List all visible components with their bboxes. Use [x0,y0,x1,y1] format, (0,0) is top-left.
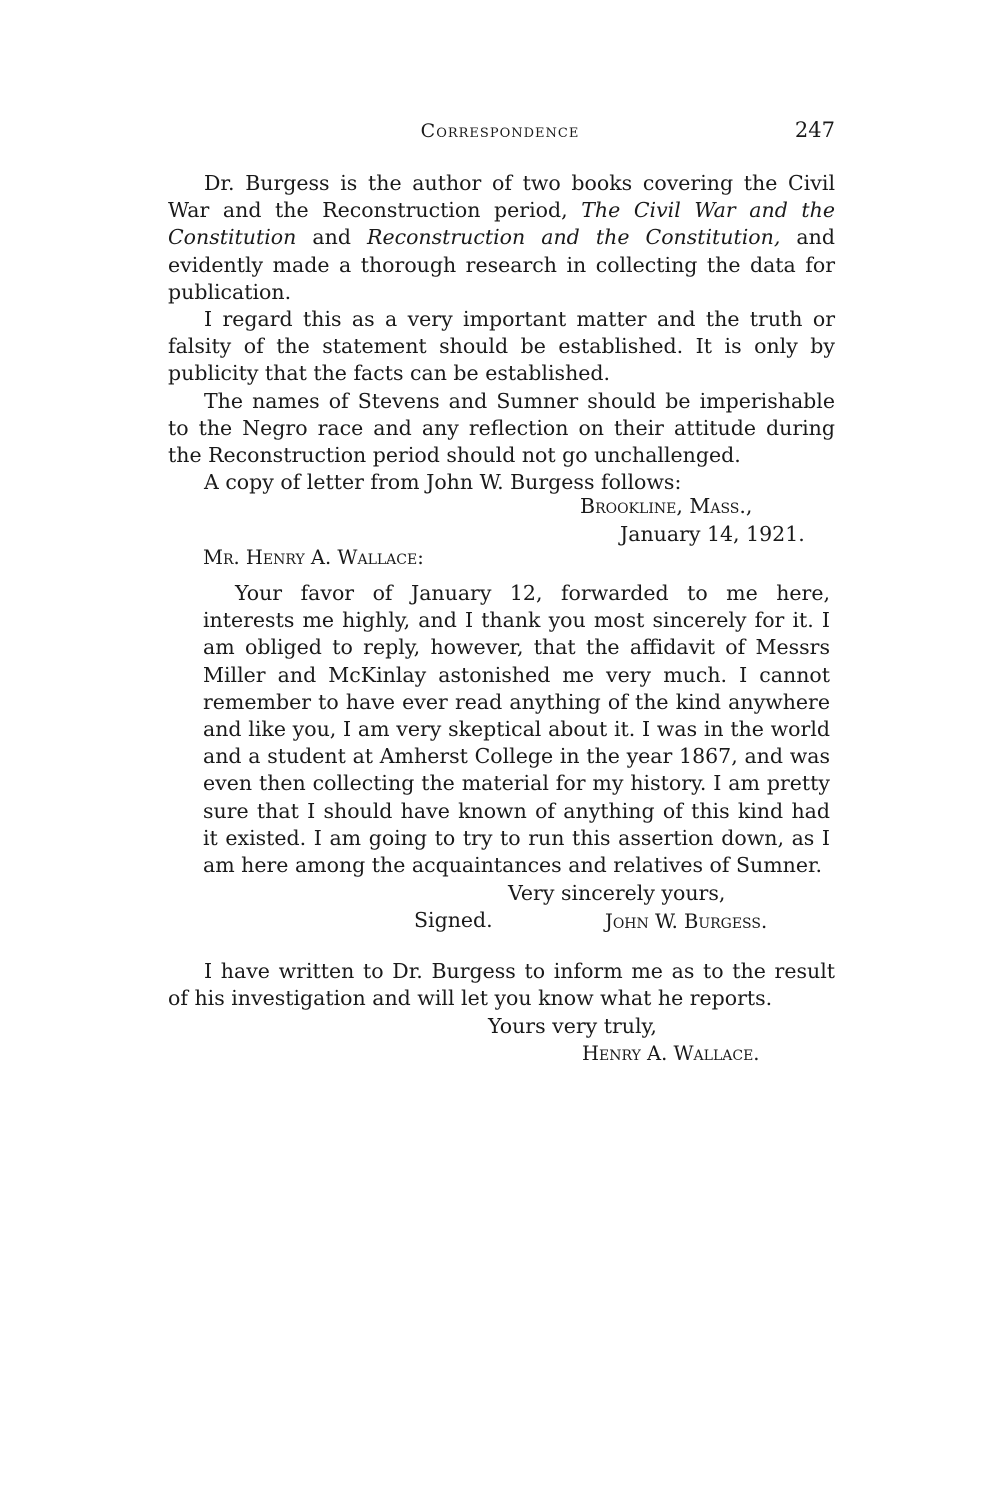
running-head [165,118,835,148]
intro-section [168,170,835,496]
book-title-reconstruction: Reconstruction and the Constitution, [367,225,781,250]
conclusion-closing: Yours very truly, [488,1014,657,1038]
intro-paragraph-2: I regard this as a very important matter and the truth or falsity of the statement should be established. It is only by publicity that the facts can be established. [168,307,835,386]
intro-p1-text-c: and evidently made a thorough research in collecting the data for publication. [168,225,835,304]
letter-date: January 14, 1921. [620,521,805,546]
intro-p1-text-b: and [296,225,368,250]
letter-closing: Very sincerely yours, [508,881,726,905]
letter-place: Brookline, Mass., [580,494,753,518]
intro-p1-text-a: Dr. Burgess is the author of two books covering the Civil War and the Reconstruction period, [168,171,835,223]
signed-label: Signed. [414,908,493,932]
conclusion-section [168,958,835,1012]
signature-burgess: John W. Burgess. [605,910,768,933]
letter-salutation: Mr. Henry A. Wallace: [203,546,424,569]
intro-paragraph-4: A copy of letter from John W. Burgess follows: [204,470,682,495]
signature-wallace: Henry A. Wallace. [582,1042,760,1065]
running-head-title: Correspondence [420,120,580,142]
page-number: 247 [794,118,835,142]
intro-paragraph-1 [168,170,835,306]
letter-paragraph: Your favor of January 12, forwarded to me here, interests me highly, and I thank you most sincerely for it. I am obliged to reply, however, that the affidavit of Messrs Miller and McKinlay astonished me very much. I cannot remember to have ever read anything of the kind anywhere and like you, I am very skeptical about it. I was in the world and a student at Amherst College in the year 1867, and was even then collecting the material for my history. I am pretty sure that I should have known of anything of this kind had it existed. I am going to try to run this assertion down, as I am here among the acquaintances and relatives of Sumner. [203,581,830,878]
conclusion-paragraph: I have written to Dr. Burgess to inform me as to the result of his investigation and will let you know what he reports. [168,959,835,1011]
intro-paragraph-3: The names of Stevens and Sumner should be imperishable to the Negro race and any reflection on their attitude during the Reconstruction period should not go unchallenged. [168,388,835,468]
book-title-civil-war: The Civil War and the Constitution [168,198,835,250]
letter-body [203,580,830,879]
letter-dateline [580,493,805,548]
